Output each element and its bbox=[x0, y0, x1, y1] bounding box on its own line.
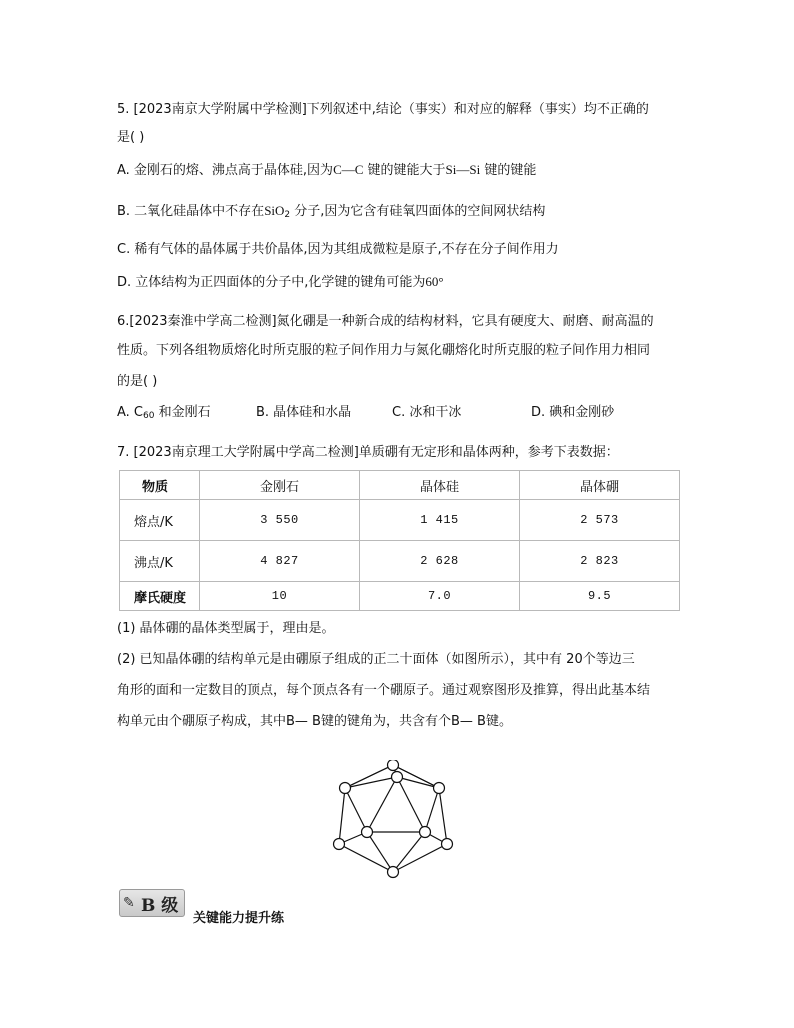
q7-stem: 7. [2023南京理工大学附属中学高二检测]单质硼有无定形和晶体两种，参考下表数据： bbox=[117, 445, 619, 460]
q5-option-b bbox=[117, 202, 545, 224]
front-triangle bbox=[367, 777, 425, 832]
q6-stem-line2: 性质。下列各组物质熔化时所克服的粒子间作用力与氮化硼熔化时所克服的粒子间作用力相同 bbox=[117, 343, 651, 358]
boron-atom bbox=[434, 783, 445, 794]
q5-option-b-suffix: 分子,因为它含有硅氧四面体的空间网状结构 bbox=[290, 204, 546, 219]
q5-option-a-suffix: 键的键能 bbox=[480, 163, 537, 178]
table-row-label: 沸点/K bbox=[120, 541, 200, 582]
table-header-cell: 金刚石 bbox=[200, 471, 360, 500]
table-cell: 9.5 bbox=[520, 582, 680, 611]
boron-atom bbox=[442, 839, 453, 850]
table-cell: 2 573 bbox=[520, 500, 680, 541]
table-header-cell: 物质 bbox=[120, 471, 200, 500]
q6-option-a bbox=[117, 404, 211, 425]
q5-option-a-bond-cc: C—C bbox=[333, 162, 364, 177]
table-cell: 1 415 bbox=[360, 500, 520, 541]
q5-option-a-prefix: A. 金刚石的熔、沸点高于晶体硅,因为 bbox=[117, 163, 334, 178]
q7-data-table bbox=[119, 470, 680, 611]
q7-subquestion-2-line1: (2) 已知晶体硼的结构单元是由硼原子组成的正二十面体（如图所示），其中有 20个等边三 bbox=[117, 652, 635, 667]
table-row-label: 熔点/K bbox=[120, 500, 200, 541]
q6-options bbox=[117, 404, 677, 422]
table-cell: 2 628 bbox=[360, 541, 520, 582]
q6-stem-line3: 的是( ) bbox=[117, 374, 158, 389]
q5-option-a-mid: 键的键能大于 bbox=[363, 163, 446, 178]
q6-option-a-suffix: 和金刚石 bbox=[154, 405, 211, 420]
q5-option-d bbox=[117, 273, 444, 292]
q7-subquestion-2-line2: 角形的面和一定数目的顶点，每个顶点各有一个硼原子。通过观察图形及推算，得出此基本结 bbox=[117, 683, 651, 698]
q6-option-a-subscript: 60 bbox=[143, 411, 155, 421]
q5-stem-line2: 是( ) bbox=[117, 130, 145, 145]
q5-option-c: C. 稀有气体的晶体属于共价晶体,因为其组成微粒是原子,不存在分子间作用力 bbox=[117, 242, 559, 257]
q7-subquestion-1: (1) 晶体硼的晶体类型属于，理由是。 bbox=[117, 621, 335, 636]
boron-atom bbox=[420, 827, 431, 838]
boron-atom bbox=[334, 839, 345, 850]
q6-option-a-prefix: A. C bbox=[117, 405, 144, 420]
table-row-label: 摩氏硬度 bbox=[120, 582, 200, 611]
q5-option-b-prefix: B. 二氧化硅晶体中不存在 bbox=[117, 204, 265, 219]
q5-stem-line1: 5. [2023南京大学附属中学检测]下列叙述中,结论（事实）和对应的解释（事实）均不正确的 bbox=[117, 102, 649, 117]
table-header-cell: 晶体硼 bbox=[520, 471, 680, 500]
q5-option-d-value: 60° bbox=[425, 274, 444, 289]
table-cell: 3 550 bbox=[200, 500, 360, 541]
icosahedron-figure bbox=[325, 760, 465, 880]
level-badge-label: B 级 bbox=[141, 896, 179, 916]
table-row bbox=[120, 541, 680, 582]
table-cell: 10 bbox=[200, 582, 360, 611]
boron-atom bbox=[392, 772, 403, 783]
q6-option-c: C. 冰和干冰 bbox=[392, 405, 462, 420]
q6-stem-line1: 6.[2023秦淮中学高二检测]氮化硼是一种新合成的结构材料，它具有硬度大、耐磨、耐高温的 bbox=[117, 314, 654, 329]
section-title: 关键能力提升练 bbox=[193, 911, 285, 926]
q5-option-a bbox=[117, 161, 536, 180]
table-row bbox=[120, 500, 680, 541]
boron-atom bbox=[362, 827, 373, 838]
level-badge bbox=[119, 889, 183, 919]
table-cell: 4 827 bbox=[200, 541, 360, 582]
table-header-row bbox=[120, 471, 680, 500]
q5-option-a-bond-sisi: Si—Si bbox=[445, 162, 481, 177]
boron-atom bbox=[340, 783, 351, 794]
table-cell: 2 823 bbox=[520, 541, 680, 582]
pencil-icon: ✎ bbox=[123, 895, 135, 911]
q6-option-d: D. 碘和金刚砂 bbox=[531, 405, 615, 420]
q5-option-b-formula: SiO bbox=[264, 203, 285, 218]
table-header-cell: 晶体硅 bbox=[360, 471, 520, 500]
table-row bbox=[120, 582, 680, 611]
boron-atom bbox=[388, 867, 399, 878]
q7-subquestion-2-line3: 构单元由个硼原子构成，其中B— B键的键角为，共含有个B— B键。 bbox=[117, 714, 512, 729]
boron-atom bbox=[388, 760, 399, 771]
boron-atoms bbox=[334, 760, 453, 878]
q6-option-b: B. 晶体硅和水晶 bbox=[256, 405, 352, 420]
table-cell: 7.0 bbox=[360, 582, 520, 611]
q5-option-d-prefix: D. 立体结构为正四面体的分子中,化学键的键角可能为 bbox=[117, 275, 426, 290]
q5-option-b-subscript: 2 bbox=[284, 210, 291, 220]
